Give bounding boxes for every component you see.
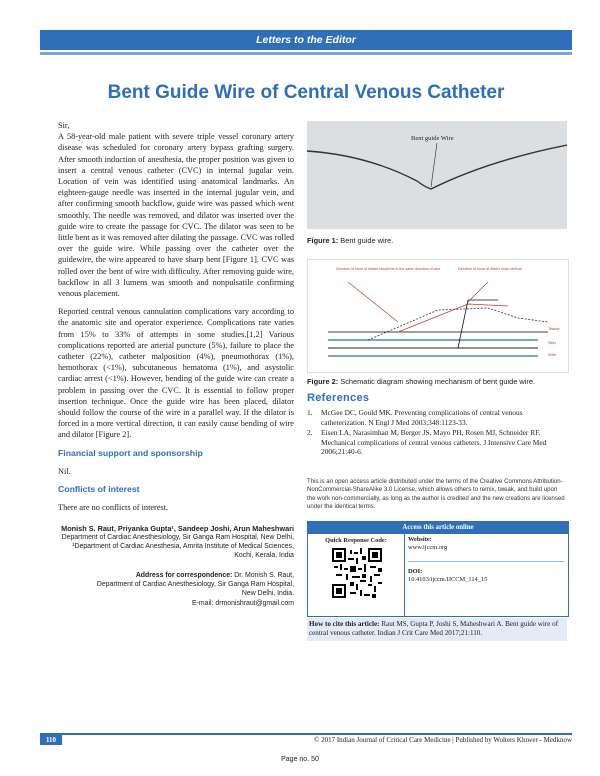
figure-2-tag-skin: Skin	[548, 340, 556, 345]
paragraph-1: A 58-year-old male patient with severe triple vessel coronary artery disease was scheduled for coronary artery bypass grafting surgery. After smooth induction of anesthesia, the proper position was given to insert a central venous catheter (CVC) in internal jugular vein. Location of vein was identified using anatomical landmarks. An eighteen-gauge needle was inserted in the internal jugular vein, and after confirming smooth backflow, guide wire was passed which went smoothly. The needle was removed, and dilator was inserted over the guide wire to create the passage for CVC. The dilator was seen to be little bent as it was removed after dilating the passage. CVC was rolled over the guide wire. While passing over the catheter over the guidewire, the wire appeared to have sharp bent [Figure 1]. CVC was rolled over the bent of wire with difficulty. After removing guide wire, backflow in all 3 lumens was smooth and nonpulsatile confirming venous placement.	[58, 132, 294, 299]
figure-1-annotation: Bent guide Wire	[411, 135, 454, 142]
qr-code-icon[interactable]	[332, 548, 382, 598]
figure-1-photo	[307, 121, 567, 229]
footer-divider	[40, 733, 572, 735]
doi-link[interactable]: 10.4103/ijccm.IJCCM_114_15	[408, 576, 488, 584]
figure-2-annotation-left: Direction of force of dilator should be in the same direction of wire	[336, 267, 441, 271]
references-list	[307, 408, 567, 458]
correspondence-line3: New Delhi, India.	[241, 590, 294, 598]
references-heading: References	[307, 392, 370, 404]
article-title: Bent Guide Wire of Central Venous Catheter	[107, 82, 505, 103]
correspondence-email: E-mail: drmonishraut@gmail.com	[192, 599, 294, 607]
doi-label: DOI:	[408, 567, 423, 575]
license-text: This is an open access article distributed under the terms of the Creative Commons Attribution-NonCommercial-ShareAlike 3.0 License, which allows others to remix, tweak, and build upon the work non-commercially, as long as the author is credited and the new creations are licensed under the identical terms.	[307, 478, 565, 510]
figure-2-caption-text: Schematic diagram showing mechanism of bent guide wire.	[340, 377, 535, 386]
schematic-diagram	[308, 260, 568, 372]
paragraph-2: Reported central venous cannulation complications vary according to the anatomic site and operator experience. Complications rate varies from 15% to 33% of attempts in some studies.[1,2] Various complications reported are arterial puncture (5%), failure to place the catheter (22%), catheter malposition (4%), pneumothorax (1%), hemothorax (<1%), subcutaneous hematoma (1%), and asystolic cardiac arrest (<1%). However, bending of the guide wire can create a problem in passing over the CVC. It is essential to follow proper insertion technique. Once the guide wire has been placed, dilator should follow the course of the wire in a parallel way. If the dilator is forced in a more vertical direction, it can easily cause bending of wire and dilator [Figure 2].	[58, 307, 294, 440]
correspondence-block	[58, 571, 294, 608]
access-box	[307, 521, 569, 617]
access-heading: Access this article online	[308, 522, 568, 534]
footer-text: © 2017 Indian Journal of Critical Care Medicine | Published by Wolters Kluwer - Medknow	[314, 736, 572, 744]
website-link[interactable]: www.ijccm.org	[408, 544, 448, 552]
affiliation-1: Department of Cardiac Anesthesiology, Sir Ganga Ram Hospital, New Delhi,	[61, 533, 294, 541]
author-block	[58, 524, 294, 561]
access-info	[408, 536, 564, 585]
citation-text: Raut MS, Gupta P, Joshi S, Maheshwari A. Bent guide wire of central venous catheter. Indian J Crit Care Med 2017;21:110.	[309, 620, 559, 638]
website-label: Website:	[408, 536, 432, 543]
figure-2-diagram	[307, 259, 569, 373]
reference-item: 1. McGee DC, Gould MK. Preventing complications of central venous catheterization. N Engl J Med 2003;348:1123-33.	[307, 408, 523, 427]
qr-column	[308, 534, 405, 616]
page-no-label: Page no. 50	[281, 756, 319, 763]
affiliation-3: Kochi, Kerala, India	[234, 552, 294, 560]
citation-label: How to cite this article:	[309, 620, 380, 628]
main-text-column	[58, 120, 294, 608]
financial-text: Nil.	[58, 466, 71, 476]
figure-2-label: Figure 2:	[307, 377, 339, 386]
figure-2-tag-wire: Wire	[548, 352, 557, 357]
figure-2-tag-tissue: Tissue	[548, 326, 560, 331]
qr-label: Quick Response Code:	[325, 537, 387, 544]
correspondence-name: Dr. Monish S. Raut,	[234, 571, 294, 579]
figure-1-caption	[307, 236, 393, 245]
header-divider	[40, 52, 572, 55]
conflicts-text: There are no conflicts of interest.	[58, 503, 169, 513]
figure-2-annotation-right: Direction of force of dilator more vertical	[458, 267, 522, 271]
conflicts-heading: Conflicts of interest	[58, 484, 140, 495]
correspondence-line2: Department of Cardiac Anesthesiology, Sir Ganga Ram Hospital,	[96, 580, 294, 588]
affiliation-2: ¹Department of Cardiac Anesthesia, Amrita Institute of Medical Sciences,	[72, 543, 294, 551]
correspondence-label: Address for correspondence:	[135, 571, 233, 579]
reference-item: 2. Eisen LA, Narasimhan M, Berger JS, Mayo PH, Rosen MJ, Schneider RF. Mechanical complications of central venous catheters. J Intensive Care Med 2006;21:40-6.	[307, 428, 547, 457]
figure-2-caption	[307, 377, 535, 386]
financial-heading: Financial support and sponsorship	[58, 447, 203, 458]
section-header: Letters to the Editor	[40, 30, 572, 50]
page-number-badge: 110	[40, 735, 62, 745]
figure-1-caption-text: Bent guide wire.	[340, 236, 394, 245]
bent-wire-illustration	[307, 121, 567, 229]
citation-box	[307, 618, 567, 641]
figure-1-label: Figure 1:	[307, 236, 339, 245]
author-names: Monish S. Raut, Priyanka Gupta¹, Sandeep Joshi, Arun Maheshwari	[61, 523, 294, 533]
salutation: Sir,	[58, 121, 70, 130]
